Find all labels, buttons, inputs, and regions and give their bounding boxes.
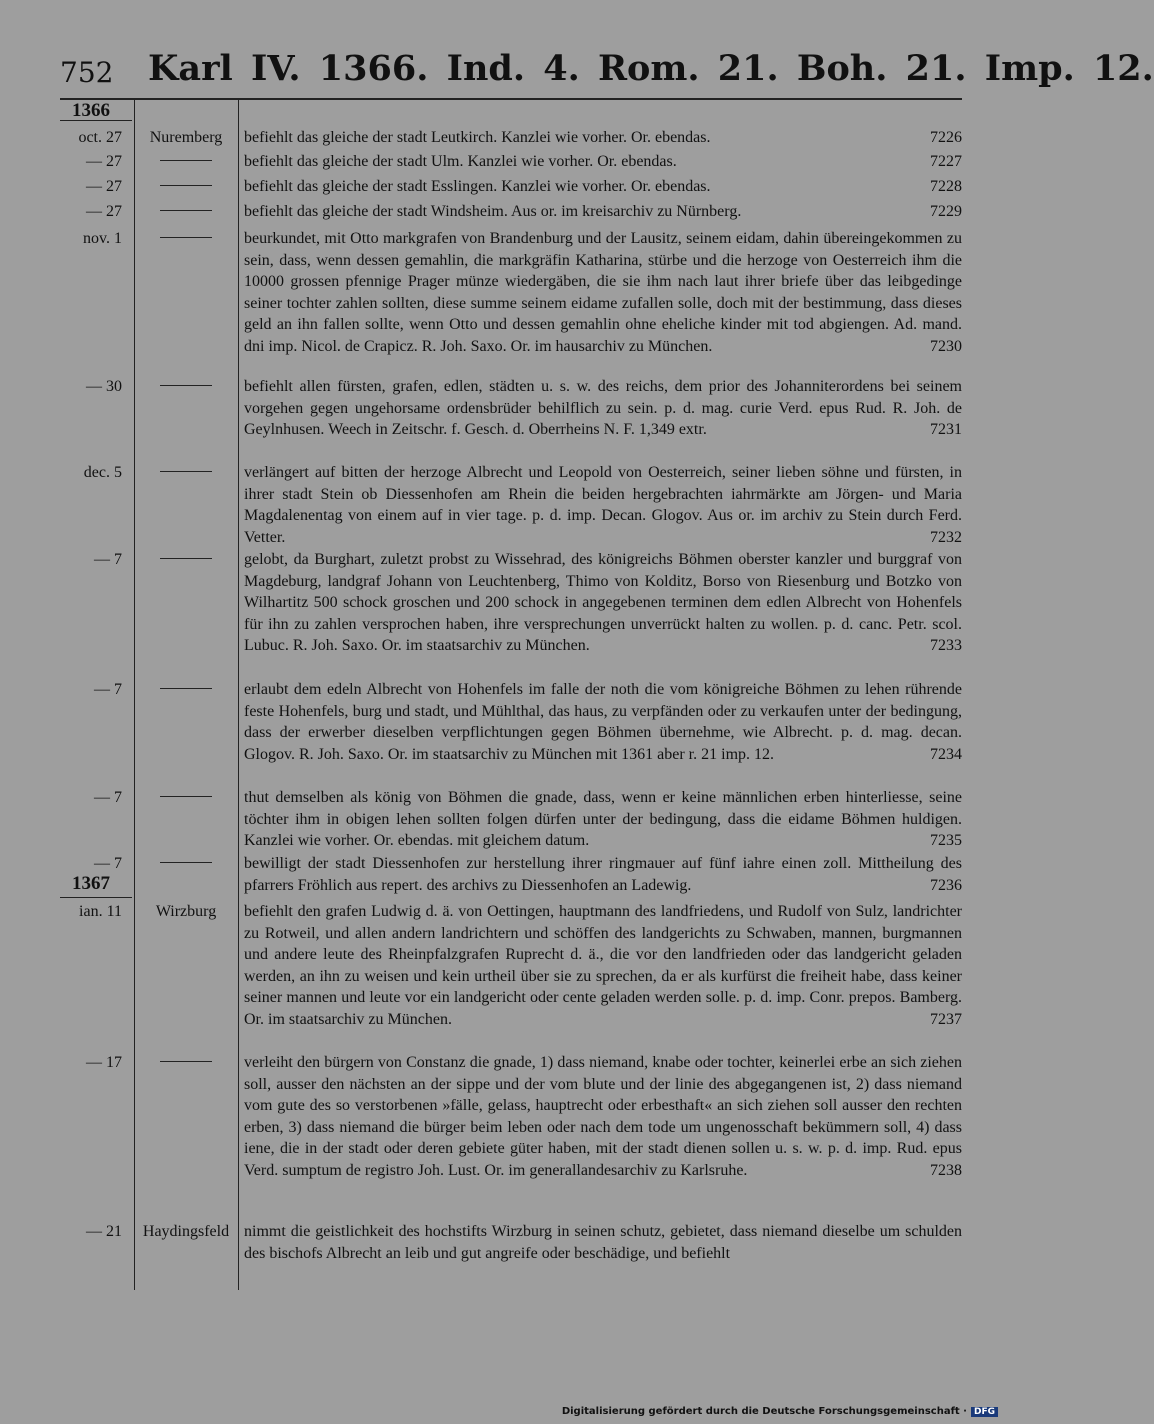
entry-number: 7234 (930, 745, 962, 763)
entry-text (244, 228, 962, 357)
page-title: Karl IV. 1366. Ind. 4. Rom. 21. Boh. 21. Imp. 12. (148, 48, 1154, 89)
entry-text-content: bewilligt der stadt Diessenhofen zur herstellung ihrer ringmauer auf fünf iahre einen zoll. Mittheilung des pfarrers Fröhlich aus repert. des archivs zu Diessenhofen an Ladewig. (244, 855, 962, 894)
ditto-dash (160, 471, 212, 472)
page-number: 752 (60, 56, 114, 89)
entry-place (138, 549, 234, 571)
ditto-dash (160, 185, 212, 186)
entry-place (138, 787, 234, 809)
entry-number: 7231 (930, 421, 962, 438)
entry-date: — 21 (86, 1223, 122, 1240)
entry-number: 7235 (930, 832, 962, 849)
entry-text (244, 376, 962, 441)
entry-date: — 7 (94, 551, 122, 568)
entry-text (244, 127, 962, 149)
year-rule-1367 (60, 897, 132, 898)
entry-text (244, 549, 962, 657)
entry-number: 7232 (930, 528, 962, 546)
entry-text (244, 462, 962, 548)
entry-date: — 27 (86, 153, 122, 170)
footer-credit (0, 1406, 998, 1417)
entry-number: 7236 (930, 876, 962, 894)
entry-text-content: befiehlt das gleiche der stadt Esslingen. Kanzlei wie vorher. Or. ebendas. (244, 178, 711, 195)
entry-place (138, 1052, 234, 1074)
ditto-dash (160, 862, 212, 863)
entry-place (138, 228, 234, 250)
entry-date: — 7 (94, 789, 122, 806)
entry-place (138, 201, 234, 223)
ditto-dash (160, 385, 212, 386)
entry-date: ian. 11 (79, 903, 122, 920)
header-rule-top (60, 98, 962, 100)
page-header (60, 48, 1154, 92)
entry-text (244, 901, 962, 1030)
entry-number: 7227 (930, 153, 962, 170)
column-separator-date (134, 100, 135, 1290)
ditto-dash (160, 237, 212, 238)
entry-date: nov. 1 (83, 230, 122, 247)
entry-date: oct. 27 (78, 129, 122, 146)
entry-place (138, 151, 234, 173)
entry-text (244, 201, 962, 223)
entry-text (244, 679, 962, 765)
entry-text-content: thut demselben als könig von Böhmen die gnade, dass, wenn er keine männlichen erben hinterliesse, seine töchter ihm in obigen lehen sollten folgen dürfen unter der bedingung, dass die eidame Böhmen huldigen. Kanzlei wie vorher. Or. ebendas. mit gleichem datum. (244, 789, 962, 849)
footer-credit-text: Digitalisierung gefördert durch die Deutsche Forschungsgemeinschaft · (561, 1406, 967, 1417)
entry-text-content: verlängert auf bitten der herzoge Albrecht und Leopold von Oesterreich, seiner lieben söhne und fürsten, in ihrer stadt Stein ob Diessenhofen am Rhein die beiden hergebrachten iahrmärkte am Jörgen- und Maria Magdalenentag von einem auf in vier tage. p. d. imp. Decan. Glogov. Aus or. im archiv zu Stein durch Ferd. Vetter. (244, 464, 962, 546)
entry-place (138, 679, 234, 701)
entry-number: 7226 (930, 129, 962, 146)
entry-text (244, 1221, 962, 1264)
entry-text-content: verleiht den bürgern von Constanz die gnade, 1) dass niemand, knabe oder tochter, keinerlei erbe an sich ziehen soll, ausser den nächsten an der sippe und der vom blute und der linie des abgegangenen ist, 2) dass niemand vom gute des so verstorbenen »fälle, gelass, hauptrecht oder erbesthaft« an sich ziehen soll ausser den rechten erben, 3) dass niemand die bürger beim leben oder nach dem tode um ungenosschaft bekümmern soll, 4) dass iene, die in der stadt oder deren gebiete güter haben, mit der stadt dienen sollen u. s. w. p. d. imp. Rud. epus Verd. sumptum de registro Joh. Lust. Or. im generallandesarchiv zu Karlsruhe. (244, 1054, 962, 1179)
entry-number: 7230 (930, 337, 962, 355)
entry-text (244, 787, 962, 852)
entry-date: — 17 (86, 1054, 122, 1071)
ditto-dash (160, 1061, 212, 1062)
entry-place: Nuremberg (149, 129, 223, 146)
entry-number: 7233 (930, 637, 962, 654)
entry-text-content: befiehlt allen fürsten, grafen, edlen, städten u. s. w. des reichs, dem prior des Johanniterordens bei seinem vorgehen gegen ungehorsame ordensbrüder behilflich zu sein. p. d. mag. curie Verd. epus Rud. R. Joh. de Geylnhusen. Weech in Zeitschr. f. Gesch. d. Oberrheins N. F. 1,349 extr. (244, 378, 962, 438)
entry-text (244, 176, 962, 198)
entry-date: — 27 (86, 178, 122, 195)
entry-text-content: erlaubt dem edeln Albrecht von Hohenfels im falle der noth die vom königreiche Böhmen zu lehen rührende feste Hohenfels, burg und stadt, und Mühlthal, das haus, zu verpfänden oder zu verkaufen unter der bedingung, dass der erwerber dieselben verpflichtungen gegen Böhmen übernehme, wie Albrecht. p. d. mag. decan. Glogov. R. Joh. Saxo. Or. im staatsarchiv zu München mit 1361 aber r. 21 imp. 12. (244, 681, 962, 763)
entry-number: 7238 (930, 1161, 962, 1179)
entry-place (138, 176, 234, 198)
ditto-dash (160, 160, 212, 161)
ditto-dash (160, 688, 212, 689)
entry-date: — 7 (94, 681, 122, 698)
year-label-1367: 1367 (72, 873, 110, 894)
entry-text-content: beurkundet, mit Otto markgrafen von Brandenburg und der Lausitz, seinem eidam, dahin übereingekommen zu sein, dass, wenn dessen gemahlin, die markgräfin Katharina, stürbe und die herzoge von Oesterreich ihm die 10000 grossen pfennige Prager münze wiedergäben, die sie ihm nach laut ihrer briefe über das leibgedinge seiner tochter zahlen sollten, diese summe seinem eidame zufallen solle, doch mit der bestimmung, dass dieses geld an ihn fallen sollte, wenn Otto und dessen gemahlin ohne eheliche kinder mit tod abgiengen. Ad. mand. dni imp. Nicol. de Crapicz. R. Joh. Saxo. Or. im hausarchiv zu München. (244, 230, 962, 355)
entry-place (138, 853, 234, 875)
entry-date: — 27 (86, 203, 122, 220)
entry-text-content: befiehlt das gleiche der stadt Ulm. Kanzlei wie vorher. Or. ebendas. (244, 153, 677, 170)
entry-number: 7237 (930, 1010, 962, 1028)
entry-place: Haydingsfeld (142, 1223, 230, 1240)
entry-text (244, 853, 962, 896)
entry-date: — 30 (86, 378, 122, 395)
year-label-1366: 1366 (72, 100, 110, 121)
entry-place: Wirzburg (155, 903, 217, 920)
entry-number: 7228 (930, 178, 962, 195)
ditto-dash (160, 210, 212, 211)
ditto-dash (160, 558, 212, 559)
entry-text (244, 1052, 962, 1181)
entry-place (138, 462, 234, 484)
entry-date: dec. 5 (83, 464, 122, 481)
entry-date: — 7 (94, 855, 122, 872)
entry-text-content: nimmt die geistlichkeit des hochstifts Wirzburg in seinen schutz, gebietet, dass niemand dieselbe um schulden des bischofs Albrecht an leib und gut angreife oder beschädige, und befiehlt (244, 1223, 962, 1262)
entry-text-content: befiehlt den grafen Ludwig d. ä. von Oettingen, hauptmann des landfriedens, und Rudolf von Sulz, landrichter zu Rotweil, und allen andern landrichtern und schöffen des landgerichts zu Schwaben, mannen, burgmannen und andere leute des Rheinpfalzgrafen Ruprecht d. ä., die vor den landfrieden oder das landgericht geladen werden, an ihn zu weisen und kein urtheil über sie zu sprechen, da er als kurfürst die freiheit habe, dass keiner seiner mannen und leute vor ein landgericht oder cente geladen werden solle. p. d. imp. Conr. prepos. Bamberg. Or. im staatsarchiv zu München. (244, 903, 962, 1028)
entry-place (138, 376, 234, 398)
ditto-dash (160, 796, 212, 797)
entry-text-content: befiehlt das gleiche der stadt Leutkirch. Kanzlei wie vorher. Or. ebendas. (244, 129, 711, 146)
entry-text-content: gelobt, da Burghart, zuletzt probst zu Wissehrad, des königreichs Böhmen oberster kanzler und burggraf von Magdeburg, landgraf Johann von Leuchtenberg, Thimo von Kolditz, Borso von Riesenburg und Botzko von Wilhartitz 500 schock groschen und 200 schock in angegebenen terminen dem edlen Albrecht von Hohenfels für ihn zu zahlen versprochen haben, ihre versprechungen unverrückt halten zu wollen. p. d. canc. Petr. scol. Lubuc. R. Joh. Saxo. Or. im staatsarchiv zu München. (244, 551, 962, 654)
entry-text-content: befiehlt das gleiche der stadt Windsheim. Aus or. im kreisarchiv zu Nürnberg. (244, 203, 742, 220)
dfg-logo: DFG (971, 1407, 998, 1417)
column-separator-place (238, 100, 239, 1290)
entry-number: 7229 (930, 203, 962, 220)
entry-text (244, 151, 962, 173)
